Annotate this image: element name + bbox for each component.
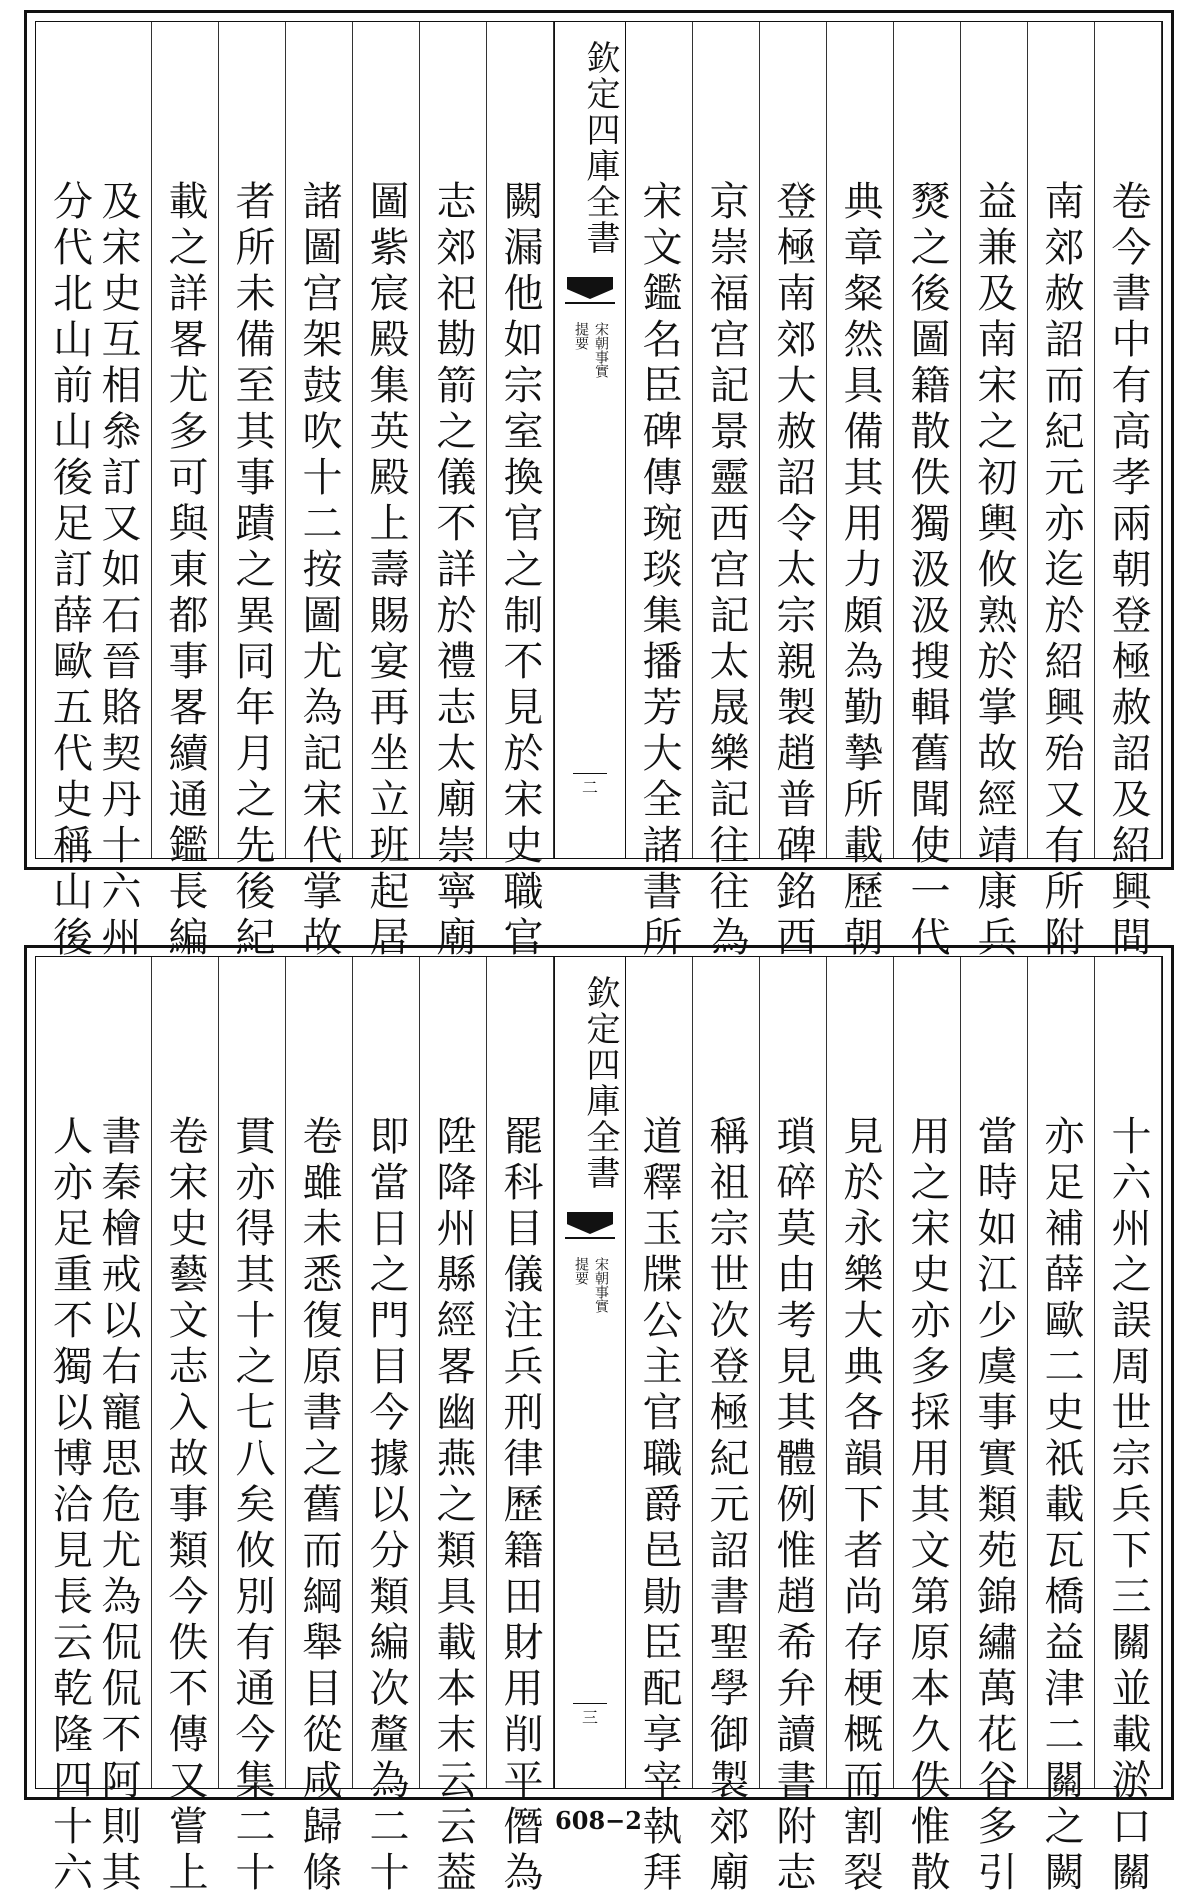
text-column — [693, 22, 760, 962]
text-column — [353, 22, 420, 962]
text-column-content: 京崇福宫記景靈西宫記太晟樂記往往為 — [703, 180, 749, 962]
text-column-content: 罷科目儀注兵刑律歷籍田財用削平僭為 — [497, 1115, 543, 1897]
text-column — [1028, 957, 1095, 1897]
fish-tail-divider — [565, 1237, 615, 1239]
text-column — [760, 957, 827, 1897]
text-column-content: 登極南郊大赦詔令太宗親製趙普碑銘西 — [770, 180, 816, 962]
text-column — [487, 957, 554, 1897]
text-column-content: 圖紫宸殿集英殿上壽賜宴再坐立班起居 — [363, 180, 409, 962]
text-column-content: 貫亦得其十之七八矣攸別有通今集二十 — [229, 1115, 275, 1897]
text-column — [219, 957, 286, 1897]
text-column-content: 闕漏他如宗室換官之制不見於宋史職官 — [497, 180, 543, 962]
text-column-content: 載之詳畧尤多可與東都事畧續通鑑長編 — [162, 180, 208, 962]
page-number: 三 — [581, 1708, 598, 1727]
text-column-content: 燹之後圖籍散佚獨汲汲搜輯舊聞使一代 — [904, 180, 950, 962]
text-column-content: 人亦足重不獨以博洽見長云乾隆四十六 — [46, 1115, 93, 1897]
header-section-label: 提要 — [573, 322, 589, 350]
text-column-content: 十六州之誤周世宗兵下三關並載淤口關 — [1105, 1115, 1151, 1897]
text-column-content: 分代北山前山後足訂薛歐五代史稱山後 — [46, 180, 93, 962]
text-column — [1028, 22, 1095, 962]
center-fold-header — [554, 22, 626, 858]
text-column — [961, 957, 1028, 1897]
fish-tail-divider — [565, 302, 615, 304]
page-top-frame — [35, 21, 1163, 962]
fish-tail-mark-icon — [567, 1212, 613, 1234]
text-column-content: 南郊赦詔而紀元亦迄於紹興殆又有所附 — [1038, 180, 1084, 962]
page-top — [24, 10, 1174, 962]
text-column-content: 見於永樂大典各韻下者尚存梗概而割裂 — [837, 1115, 883, 1897]
center-fold-header — [554, 957, 626, 1788]
text-column-content: 志郊祀勘箭之儀不詳於禮志太廟崇寧廟 — [430, 180, 476, 962]
text-column — [693, 957, 760, 1897]
header-book-title: 宋朝事實 — [593, 1257, 609, 1313]
page-number: 二 — [581, 778, 598, 797]
header-section-label: 提要 — [573, 1257, 589, 1285]
text-column-content: 用之宋史亦多採用其文第原本久佚惟散 — [904, 1115, 950, 1897]
text-column — [1095, 957, 1162, 1897]
text-column-content: 者所未備至其事蹟之異同年月之先後紀 — [229, 180, 275, 962]
text-column — [1095, 22, 1162, 962]
text-column-content: 卷今書中有高孝兩朝登極赦詔及紹興間 — [1105, 180, 1151, 962]
text-column-content: 稱祖宗世次登極紀元詔書聖學御製郊廟 — [703, 1115, 749, 1897]
text-column — [760, 22, 827, 962]
text-column — [286, 22, 353, 962]
text-column — [894, 22, 961, 962]
text-column-content: 書秦檜戒以右寵思危尤為侃侃不阿則其 — [95, 1115, 141, 1897]
text-column-content: 即當日之門目今據以分類編次釐為二十 — [363, 1115, 409, 1897]
text-column-content: 典章粲然具備其用力頗為勤摯所載歷朝 — [837, 180, 883, 962]
header-book-title: 宋朝事實 — [593, 322, 609, 378]
text-column — [152, 957, 219, 1897]
header-title: 欽定四庫全書 — [580, 975, 620, 1191]
text-column — [626, 22, 693, 962]
text-column-content: 卷宋史藝文志入故事類今佚不傳又嘗上 — [162, 1115, 208, 1897]
text-column — [420, 22, 487, 962]
text-column — [420, 957, 487, 1897]
text-column — [827, 22, 894, 962]
text-column-content: 道釋玉牒公主官職爵邑勛臣配享宰執拜 — [636, 1115, 682, 1897]
text-column-content: 及宋史互相叅訂又如石晉賂契丹十六州 — [95, 180, 141, 962]
fish-tail-mark-icon — [567, 277, 613, 299]
text-column-content: 亦足補薛歐二史祇載瓦橋益津二關之闕 — [1038, 1115, 1084, 1897]
text-column-content: 當時如江少虞事實類苑錦繡萬花谷多引 — [971, 1115, 1017, 1897]
text-column — [36, 957, 103, 1897]
text-column — [961, 22, 1028, 962]
text-column-content: 瑣碎莫由考見其體例惟趙希弁讀書附志 — [770, 1115, 816, 1897]
text-column — [219, 22, 286, 962]
text-column — [487, 22, 554, 962]
text-column — [894, 957, 961, 1897]
text-column-content: 益兼及南宋之初輿攸熟於掌故經靖康兵 — [971, 180, 1017, 962]
text-column — [827, 957, 894, 1897]
page-footer-number: 608−2 — [555, 1806, 642, 1835]
text-column — [353, 957, 420, 1897]
text-column-content: 卷雖未悉復原書之舊而綱舉目從咸歸條 — [296, 1115, 342, 1897]
text-column — [626, 957, 693, 1897]
text-column — [36, 22, 103, 962]
text-column-content: 陞降州縣經畧幽燕之類具載本末云云葢 — [430, 1115, 476, 1897]
text-column — [152, 22, 219, 962]
text-column-content: 宋文鑑名臣碑傳琬琰集播芳大全諸書所 — [636, 180, 682, 962]
text-column — [286, 957, 353, 1897]
text-column-content: 諸圖宫架鼓吹十二按圖尤為記宋代掌故 — [296, 180, 342, 962]
header-title: 欽定四庫全書 — [580, 40, 620, 256]
